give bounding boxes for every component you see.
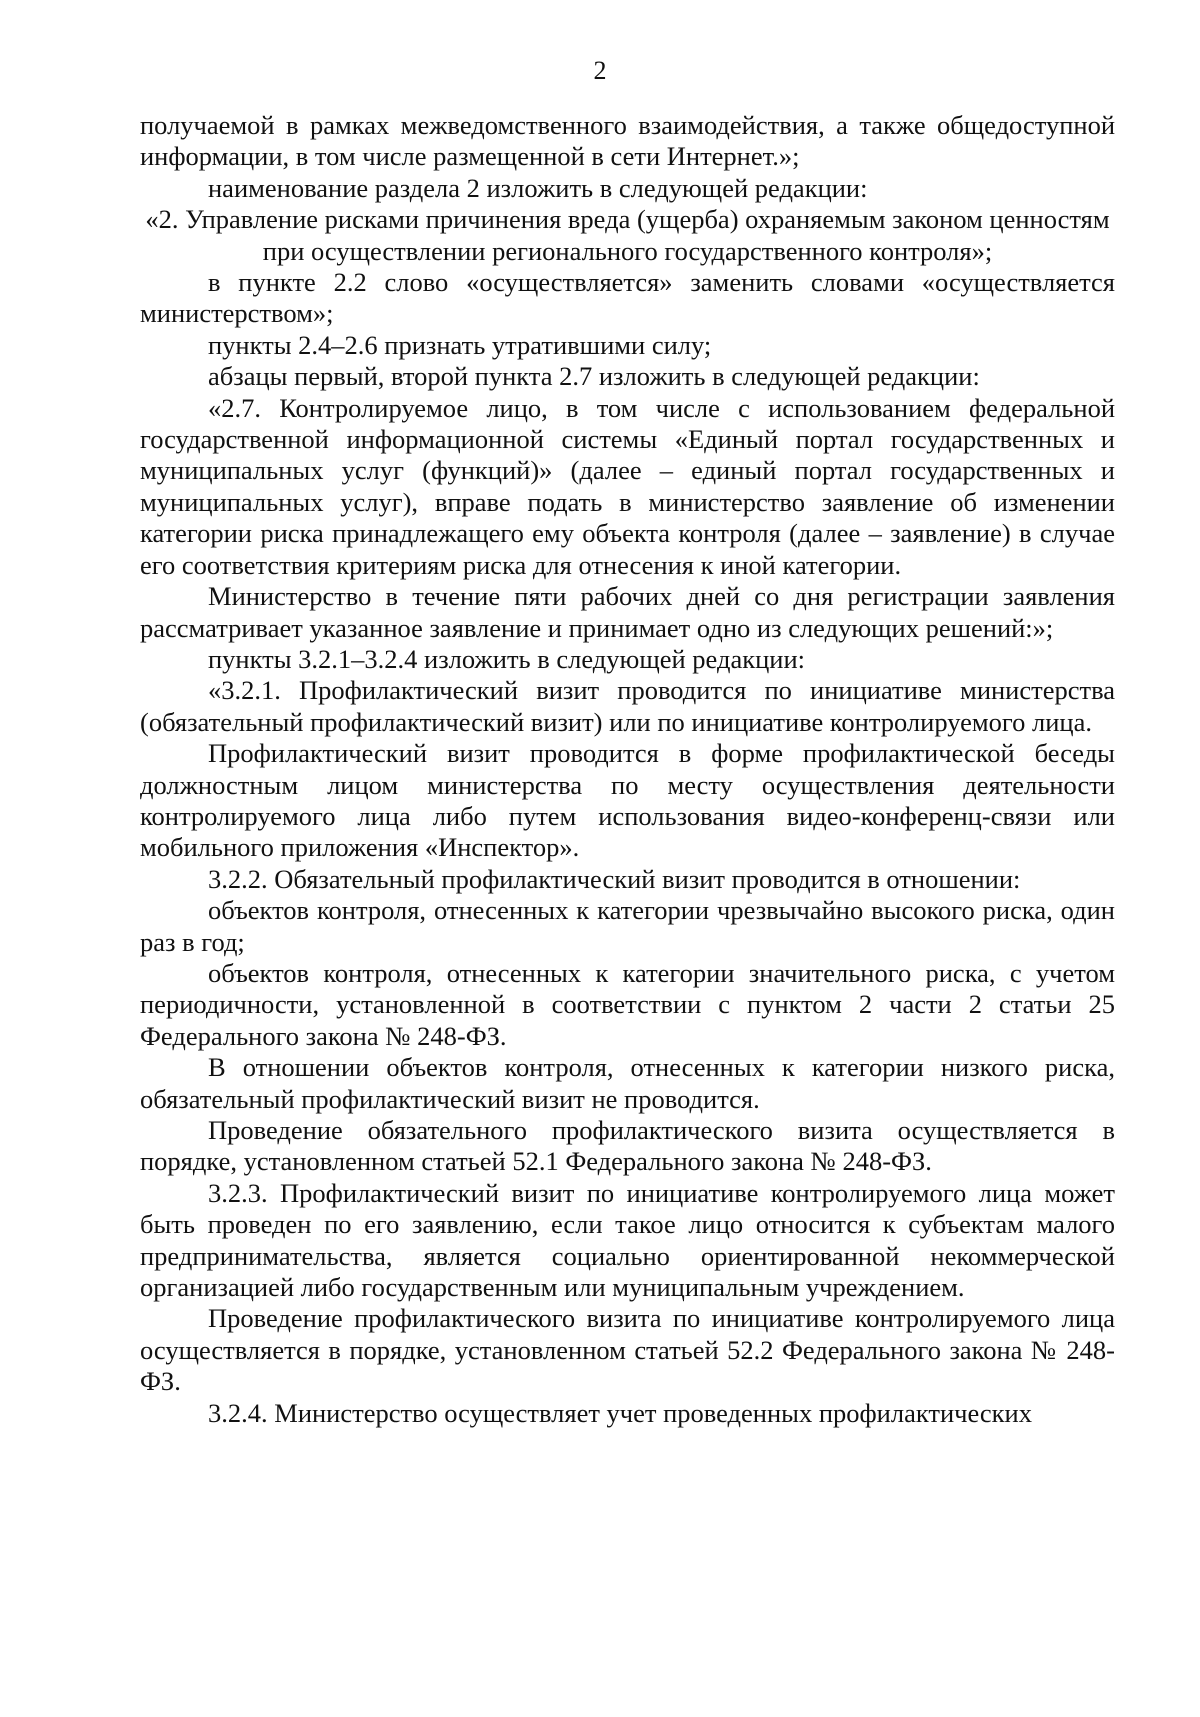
paragraph: абзацы первый, второй пункта 2.7 изложить в следующей редакции:: [208, 361, 980, 392]
page-number: 2: [593, 56, 607, 85]
paragraph-continuation: получаемой в рамках межведомственного взаимодействия, а также общедоступной информации, в том числе размещенной в сети Интернет.»;: [140, 110, 1115, 172]
paragraph: «3.2.1. Профилактический визит проводится по инициативе министерства (обязательный профилактический визит) или по инициативе контролируемого лица.: [140, 675, 1115, 737]
paragraph: Проведение обязательного профилактического визита осуществляется в порядке, установленном статьей 52.1 Федерального закона № 248-ФЗ.: [140, 1115, 1115, 1177]
section-heading-quote: «2. Управление рисками причинения вреда (ущерба) охраняемым законом ценностям при осуществлении регионального государственного контроля»;: [145, 204, 1110, 266]
paragraph: Профилактический визит проводится в форме профилактической беседы должностным лицом министерства по месту осуществления деятельности контролируемого лица либо путем использования видео-конференц-связи или мобильного приложения «Инспектор».: [140, 738, 1115, 863]
paragraph: пункты 2.4–2.6 признать утратившими силу;: [208, 329, 712, 360]
paragraph: Проведение профилактического визита по инициативе контролируемого лица осуществляется в порядке, установленном статьей 52.2 Федерального закона № 248-ФЗ.: [140, 1303, 1115, 1397]
paragraph: наименование раздела 2 изложить в следующей редакции:: [208, 172, 868, 203]
paragraph: объектов контроля, отнесенных к категории значительного риска, с учетом периодичности, установленной в соответствии с пунктом 2 части 2 статьи 25 Федерального закона № 248-ФЗ.: [140, 957, 1115, 1051]
paragraph: В отношении объектов контроля, отнесенных к категории низкого риска, обязательный профилактический визит не проводится.: [140, 1052, 1115, 1114]
paragraph: Министерство в течение пяти рабочих дней со дня регистрации заявления рассматривает указанное заявление и принимает одно из следующих решений:»;: [140, 581, 1115, 643]
paragraph: «2.7. Контролируемое лицо, в том числе с использованием федеральной государственной информационной системы «Единый портал государственных и муниципальных услуг (функций)» (далее – единый портал государственных и муниципальных услуг), вправе подать в министерство заявление об изменении категории риска принадлежащего ему объекта контроля (далее – заявление) в случае его соответствия критериям риска для отнесения к иной категории.: [140, 392, 1115, 580]
paragraph: 3.2.3. Профилактический визит по инициативе контролируемого лица может быть проведен по его заявлению, если такое лицо относится к субъектам малого предпринимательства, является социально ориентированной некоммерческой организацией либо государственным или муниципальным учреждением.: [140, 1177, 1115, 1303]
paragraph: 3.2.4. Министерство осуществляет учет проведенных профилактических: [208, 1397, 1032, 1428]
document-body: [140, 110, 1115, 1429]
paragraph: объектов контроля, отнесенных к категории чрезвычайно высокого риска, один раз в год;: [140, 895, 1115, 957]
paragraph: 3.2.2. Обязательный профилактический визит проводится в отношении:: [208, 863, 1021, 894]
paragraph: пункты 3.2.1–3.2.4 изложить в следующей редакции:: [208, 643, 806, 674]
paragraph: в пункте 2.2 слово «осуществляется» заменить словами «осуществляется министерством»;: [140, 267, 1115, 329]
